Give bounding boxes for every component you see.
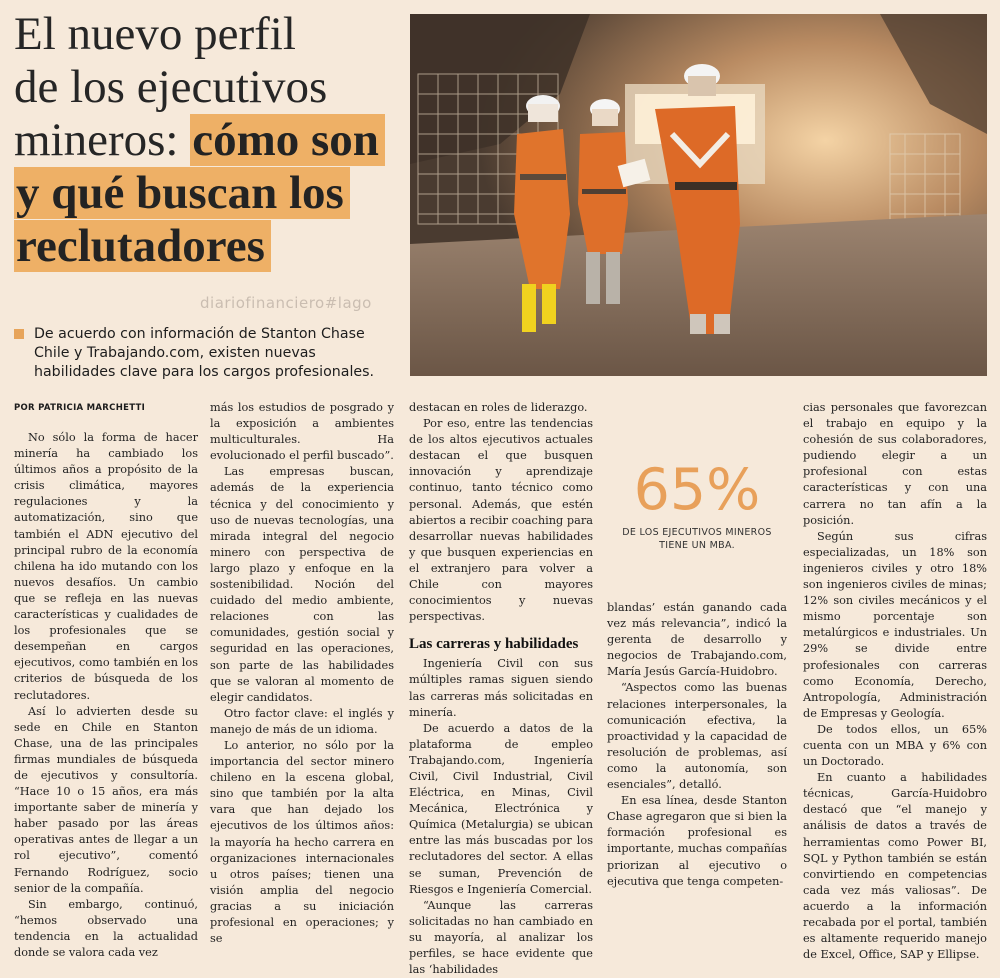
- watermark: diariofinanciero#lago: [200, 294, 372, 312]
- paragraph: Otro factor clave: el inglés y manejo de más de un idioma.: [210, 706, 394, 736]
- stat-caption: [607, 526, 787, 552]
- paragraph: Ingeniería Civil con sus múltiples ramas siguen siendo las carreras más solicitadas en minería.: [409, 657, 593, 719]
- headline-line-1: El nuevo perfil: [14, 8, 296, 60]
- lead-text: De acuerdo con información de Stanton Chase Chile y Trabajando.com, existen nuevas habilidades clave para los cargos profesionales.: [34, 326, 375, 380]
- headline-line-4: [14, 167, 409, 220]
- paragraph: Lo anterior, no sólo por la importancia del sector minero chileno en la escena global, sino que también por la alta vara que han dejado los ejecutivos de los últimos años: la mayoría ha hecho carrera en organizaciones internacionales u otros países; tienen una visión amplia del negocio gracias a su iniciación profesional en operaciones; y se: [210, 738, 394, 946]
- paragraph: “Aunque las carreras solicitadas no han cambiado en su mayoría, al analizar los perfiles, se hace evidente que las ‘habilidades: [409, 898, 593, 977]
- stat-callout: [607, 457, 787, 552]
- article-column-3: [409, 400, 593, 977]
- article-photo: [410, 14, 987, 376]
- paragraph: Por eso, entre las tendencias de los altos ejecutivos actuales destacan el que busquen innovación y aprendizaje continuo, tanto técnico como personal. Además, que estén abiertos a recibir coaching para desarrollar nuevas habilidades y que busquen experiencias en el extranjero para volver a Chile con mayores conocimientos y nuevas perspectivas.: [409, 417, 593, 624]
- headline-highlight-3: reclutadores: [14, 220, 271, 272]
- stat-value: 65%: [633, 457, 761, 523]
- paragraph: En cuanto a habilidades técnicas, García-Huidobro destacó que “el manejo y análisis de datos a través de herramientas como Power BI, SQL y Python también se están convirtiendo en competencias cada vez más valiosas”. De acuerdo a la información recabada por el portal, también es altamente requerido manejo de Excel, Office, SAP y Ellipse.: [803, 771, 987, 962]
- paragraph: destacan en roles de liderazgo.: [409, 401, 588, 414]
- paragraph: cias personales que favorezcan el trabajo en equipo y la cohesión de sus colaboradores, pudiendo elegir a un profesional con estas características y con una carrera no tan afín a la posición.: [803, 401, 987, 527]
- lead-paragraph: [14, 325, 394, 382]
- paragraph: Así lo advierten desde su sede en Chile en Stanton Chase, una de las principales firmas mundiales de búsqueda de ejecutivos y consultoría. “Hace 10 o 15 años, era más importante saber de minería y haber pasado por las áreas operativas antes de llegar a un rol ejecutivo”, comentó Fernando Rodríguez, socio senior de la compañía.: [14, 704, 198, 895]
- article-column-4: [607, 600, 787, 888]
- mine-workers-illustration: [410, 14, 987, 376]
- lead-bullet-icon: [14, 329, 24, 339]
- paragraph: Sin embargo, continuó, “hemos observado una tendencia en la actualidad donde se valora cada vez: [14, 897, 198, 959]
- stat-caption-line-2: TIENE UN MBA.: [659, 540, 735, 551]
- byline: POR PATRICIA MARCHETTI: [14, 403, 146, 413]
- section-subhead: Las carreras y habilidades: [409, 636, 579, 653]
- paragraph: De acuerdo a datos de la plataforma de empleo Trabajando.com, Ingeniería Civil, Civil Industrial, Civil Eléctrica, en Minas, Civil Mecánica, Electrónica y Química (Metalurgia) se ubican entre las más buscadas por los reclutadores del sector. A ellas se suman, Prevención de Riesgos e Ingeniería Comercial.: [409, 721, 593, 896]
- paragraph: De todos ellos, un 65% cuenta con un MBA y 6% con un Doctorado.: [803, 722, 987, 769]
- paragraph: No sólo la forma de hacer minería ha cambiado los últimos años a propósito de la crisis climática, mayores regulaciones y la automatización, sino que también el ADN ejecutivo del principal rubro de la economía chilena ha ido mutando con los nuevos desafíos. Un cambio que se refleja en las nuevas características y cualidades de los profesionales que se desempeñan en cargos ejecutivos, como también en los criterios de búsqueda de los reclutadores.: [14, 431, 198, 702]
- paragraph: Las empresas buscan, además de la experiencia técnica y del conocimiento y uso de nuevas tecnologías, una mirada integral del negocio minero con perspectiva de largo plazo y enfoque en la sostenibilidad. Noción del cuidado del medio ambiente, relaciones con las comunidades, gestión social y seguridad en las operaciones, son parte de las habilidades que se valoran al momento de elegir candidatos.: [210, 465, 394, 704]
- headline: [14, 8, 409, 273]
- paragraph: Según sus cifras especializadas, un 18% son ingenieros civiles y otro 18% son ingenieros civiles de minas; 12% son civiles mecánicos y el mismo porcentaje son metalúrgicos e industriales. Un 29% se divide entre profesionales con carreras como Economía, Derecho, Antropología, Administración de Empresas y Geología.: [803, 529, 987, 720]
- headline-line-5: [14, 220, 409, 273]
- paragraph: En esa línea, desde Stanton Chase agregaron que si bien la formación profesional es importante, muchas compañías priorizan al ejecutivo o ejecutiva que tenga competen-: [607, 794, 787, 888]
- article-column-1: [14, 430, 198, 959]
- paragraph: “Aspectos como las buenas relaciones interpersonales, la comunicación efectiva, la proactividad y la capacidad de resolución de problemas, así como la autonomía, son esenciales”, detalló.: [607, 681, 787, 792]
- paragraph: blandas’ están ganando cada vez más relevancia”, indicó la gerenta de desarrollo y negocios de Trabajando.com, María Jesús García-Huidobro.: [607, 601, 787, 679]
- article-column-5: [803, 400, 987, 962]
- headline-line-3-text: mineros:: [14, 114, 179, 166]
- headline-line-2: de los ejecutivos: [14, 61, 328, 113]
- article-column-2: [210, 400, 394, 946]
- paragraph: más los estudios de posgrado y la exposición a ambientes multiculturales. Ha evolucionado el perfil buscado”.: [210, 401, 394, 463]
- headline-highlight-2: y qué buscan los: [14, 167, 350, 219]
- headline-highlight-1: cómo son: [190, 114, 385, 166]
- headline-line-3: [14, 114, 409, 167]
- stat-caption-line-1: DE LOS EJECUTIVOS MINEROS: [622, 527, 772, 538]
